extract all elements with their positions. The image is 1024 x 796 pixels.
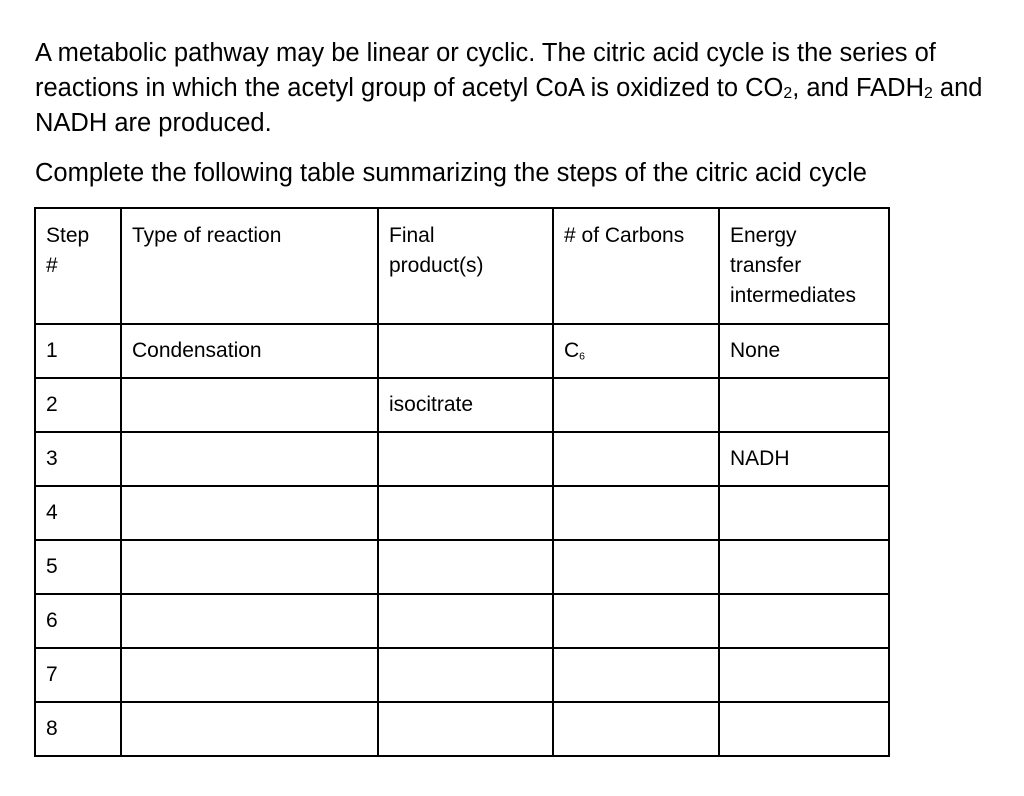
step-cell: 8 (35, 702, 121, 756)
product-cell[interactable] (378, 594, 553, 648)
type-cell[interactable] (121, 540, 378, 594)
type-cell[interactable] (121, 378, 378, 432)
product-cell[interactable]: isocitrate (378, 378, 553, 432)
carbons-cell[interactable] (553, 594, 719, 648)
table-row (35, 702, 889, 756)
fadh2-subscript: 2 (924, 84, 933, 102)
table-row (35, 486, 889, 540)
step-cell: 7 (35, 648, 121, 702)
instruction-text: Complete the following table summarizing the steps of the citric acid cycle (35, 159, 867, 187)
energy-cell[interactable] (719, 540, 889, 594)
table-header-row (35, 208, 889, 324)
table-row (35, 432, 889, 486)
header-step-line1: Step (46, 224, 90, 247)
type-cell[interactable] (121, 432, 378, 486)
step-cell: 5 (35, 540, 121, 594)
carbons-cell[interactable] (553, 648, 719, 702)
carbons-cell[interactable] (553, 702, 719, 756)
header-energy-intermediates (719, 208, 889, 324)
product-cell[interactable] (378, 702, 553, 756)
energy-cell[interactable] (719, 702, 889, 756)
carbons-cell[interactable] (553, 324, 719, 378)
type-cell[interactable]: Condensation (121, 324, 378, 378)
header-step-line2: # (46, 254, 58, 277)
step-cell: 6 (35, 594, 121, 648)
carbons-cell[interactable] (553, 378, 719, 432)
citric-acid-cycle-table (34, 207, 890, 757)
intro-text-part1: A metabolic pathway may be linear or cyclic. The citric acid cycle is the series of reactions in which the acetyl group of acetyl CoA is oxidized to CO (35, 39, 936, 102)
carbons-subscript: 6 (579, 350, 586, 363)
product-cell[interactable] (378, 324, 553, 378)
header-energy-line3: intermediates (730, 284, 857, 307)
product-cell[interactable] (378, 540, 553, 594)
energy-cell[interactable] (719, 648, 889, 702)
intro-text-part2: , and FADH (792, 74, 924, 102)
intro-text-part3: and NADH are produced. (35, 74, 983, 137)
type-cell[interactable] (121, 648, 378, 702)
energy-cell[interactable] (719, 378, 889, 432)
carbons-cell[interactable] (553, 486, 719, 540)
table-row (35, 540, 889, 594)
table-row (35, 594, 889, 648)
header-step (35, 208, 121, 324)
header-product-line1: Final (389, 224, 435, 247)
carbons-letter: C (564, 339, 580, 362)
energy-cell[interactable]: None (719, 324, 889, 378)
header-final-products (378, 208, 553, 324)
carbons-cell[interactable] (553, 432, 719, 486)
step-cell: 4 (35, 486, 121, 540)
intro-paragraph (35, 36, 995, 141)
table-row (35, 378, 889, 432)
header-energy-line1: Energy (730, 224, 797, 247)
product-cell[interactable] (378, 486, 553, 540)
table-row (35, 324, 889, 378)
header-number-of-carbons: # of Carbons (553, 208, 719, 324)
header-energy-line2: transfer (730, 254, 802, 277)
type-cell[interactable] (121, 594, 378, 648)
product-cell[interactable] (378, 432, 553, 486)
type-cell[interactable] (121, 486, 378, 540)
product-cell[interactable] (378, 648, 553, 702)
step-cell: 2 (35, 378, 121, 432)
co2-subscript: 2 (783, 84, 793, 102)
carbons-cell[interactable] (553, 540, 719, 594)
header-product-line2: product(s) (389, 254, 484, 277)
header-type-of-reaction: Type of reaction (121, 208, 378, 324)
energy-cell[interactable] (719, 594, 889, 648)
step-cell: 3 (35, 432, 121, 486)
energy-cell[interactable]: NADH (719, 432, 889, 486)
energy-cell[interactable] (719, 486, 889, 540)
step-cell: 1 (35, 324, 121, 378)
table-row (35, 648, 889, 702)
type-cell[interactable] (121, 702, 378, 756)
